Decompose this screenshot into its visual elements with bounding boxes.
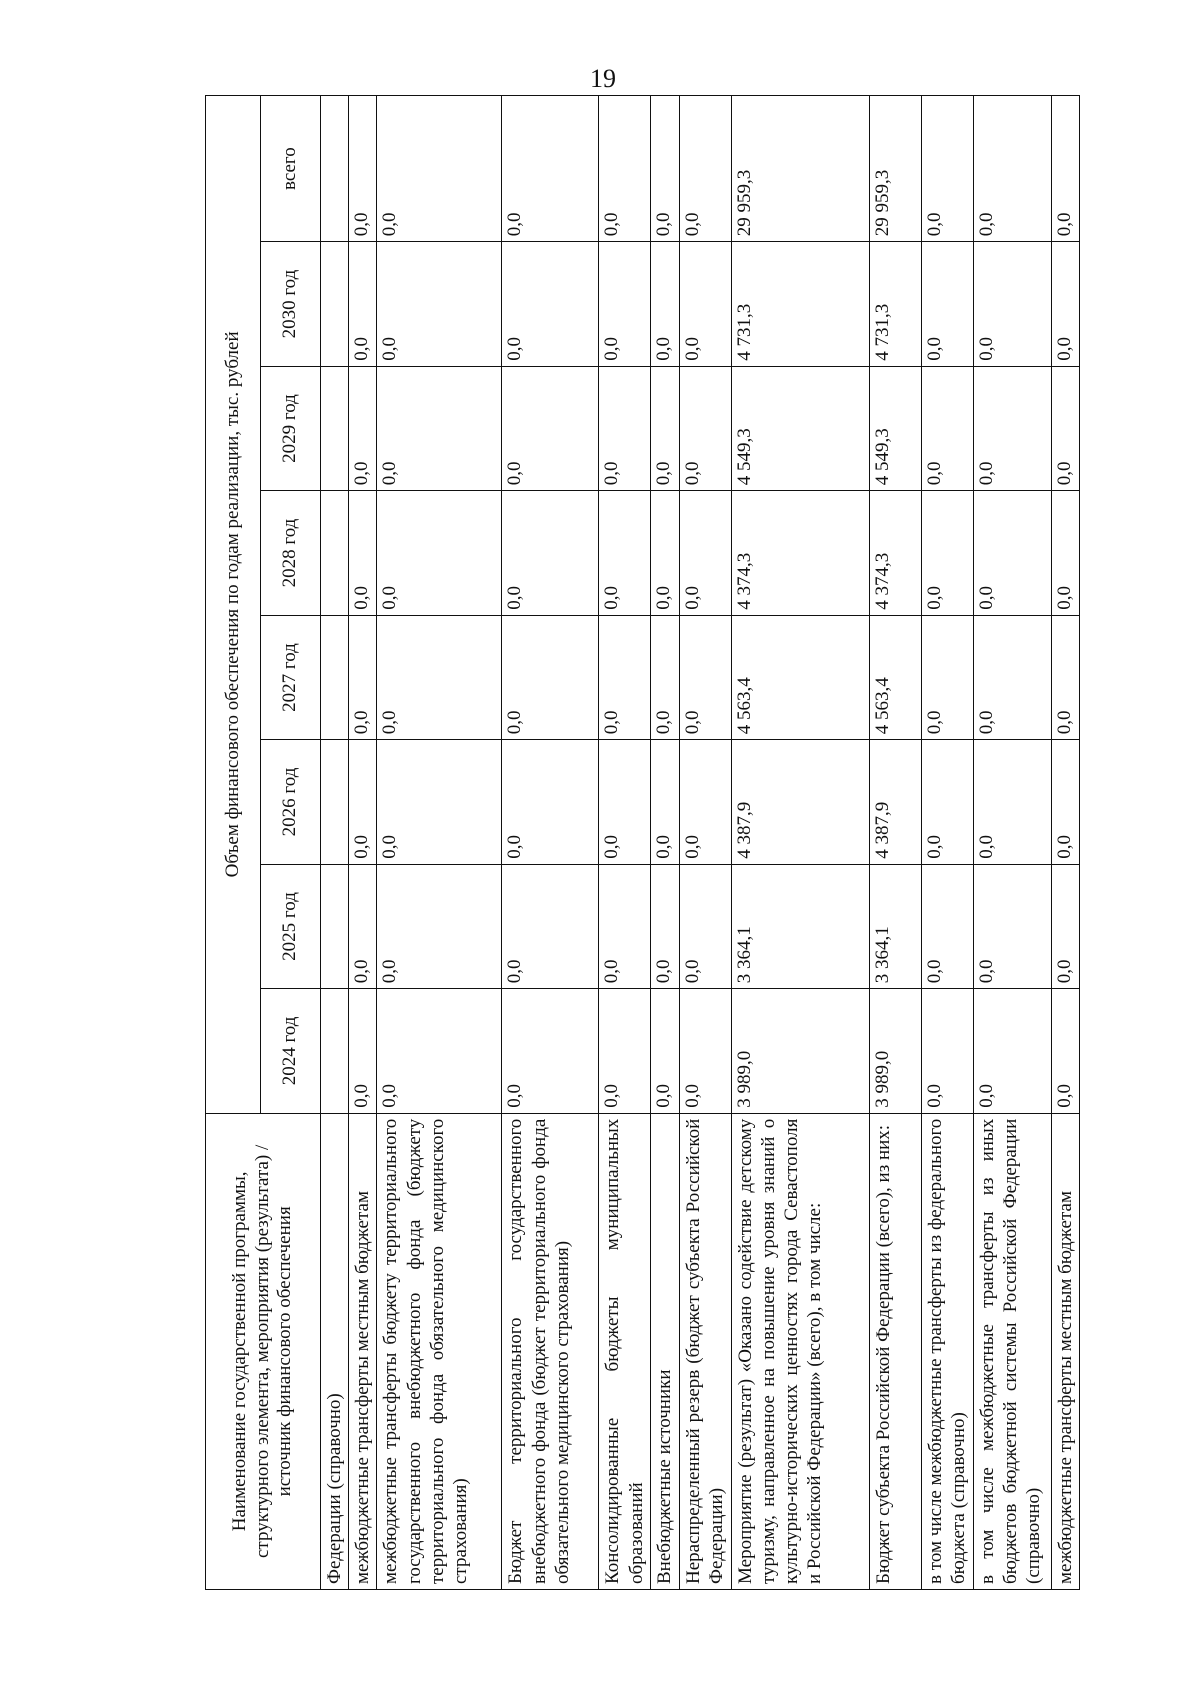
row-name-cell: межбюджетные трансферты местным бюджетам	[1051, 1113, 1079, 1589]
year-value-cell	[321, 989, 349, 1113]
year-value-cell: 3 989,0	[869, 989, 921, 1113]
year-value-cell: 0,0	[651, 740, 679, 864]
year-value-cell: 4 374,3	[731, 491, 869, 615]
table-row	[321, 96, 349, 1590]
row-name-cell: в том числе межбюджетные трансферты из федерального бюджета (справочно)	[921, 1113, 973, 1589]
year-value-cell: 0,0	[973, 615, 1051, 739]
row-name-cell: Внебюджетные источники	[651, 1113, 679, 1589]
year-value-cell: 0,0	[679, 864, 731, 988]
header-year: 2030 год	[261, 242, 321, 366]
year-value-cell: 0,0	[921, 864, 973, 988]
rotated-table-container	[205, 95, 1075, 1590]
total-value-cell: 0,0	[973, 96, 1051, 242]
year-value-cell: 0,0	[502, 491, 599, 615]
year-value-cell: 3 364,1	[869, 864, 921, 988]
year-value-cell: 0,0	[973, 989, 1051, 1113]
year-value-cell: 0,0	[1051, 740, 1079, 864]
total-value-cell	[321, 96, 349, 242]
row-name-cell: Нераспределенный резерв (бюджет субъекта Российской Федерации)	[679, 1113, 731, 1589]
year-value-cell: 0,0	[921, 989, 973, 1113]
year-value-cell: 4 387,9	[869, 740, 921, 864]
year-value-cell: 0,0	[502, 242, 599, 366]
year-value-cell: 0,0	[599, 989, 651, 1113]
year-value-cell: 0,0	[349, 615, 377, 739]
header-row-group	[206, 96, 261, 1590]
total-value-cell: 29 959,3	[731, 96, 869, 242]
year-value-cell: 4 549,3	[869, 366, 921, 490]
year-value-cell	[321, 491, 349, 615]
header-year: 2025 год	[261, 864, 321, 988]
year-value-cell: 0,0	[679, 615, 731, 739]
row-name-cell: Консолидированные бюджеты муниципальных образований	[599, 1113, 651, 1589]
year-value-cell: 0,0	[599, 242, 651, 366]
row-name-cell: Бюджет территориального государственного внебюджетного фонда (бюджет территориального фонда обязательного медицинского страхования)	[502, 1113, 599, 1589]
header-year: 2027 год	[261, 615, 321, 739]
table-body	[321, 96, 1080, 1590]
year-value-cell: 0,0	[502, 366, 599, 490]
year-value-cell: 0,0	[599, 740, 651, 864]
year-value-cell	[321, 740, 349, 864]
year-value-cell: 4 563,4	[869, 615, 921, 739]
year-value-cell	[321, 366, 349, 490]
year-value-cell: 0,0	[349, 989, 377, 1113]
year-value-cell	[321, 615, 349, 739]
table-row	[651, 96, 679, 1590]
year-value-cell: 0,0	[1051, 366, 1079, 490]
total-value-cell: 0,0	[921, 96, 973, 242]
year-value-cell: 0,0	[377, 864, 502, 988]
year-value-cell: 0,0	[921, 740, 973, 864]
total-value-cell: 0,0	[1051, 96, 1079, 242]
year-value-cell: 0,0	[1051, 989, 1079, 1113]
year-value-cell: 0,0	[973, 864, 1051, 988]
table-row	[349, 96, 377, 1590]
table-row	[679, 96, 731, 1590]
total-value-cell: 0,0	[502, 96, 599, 242]
total-value-cell: 0,0	[377, 96, 502, 242]
year-value-cell: 0,0	[973, 242, 1051, 366]
year-value-cell: 0,0	[679, 740, 731, 864]
year-value-cell: 0,0	[679, 366, 731, 490]
year-value-cell: 0,0	[1051, 491, 1079, 615]
page-number: 19	[590, 64, 616, 93]
year-value-cell: 0,0	[349, 242, 377, 366]
total-value-cell: 0,0	[651, 96, 679, 242]
year-value-cell: 0,0	[651, 491, 679, 615]
row-name-cell: Мероприятие (результат) «Оказано содействие детскому туризму, направленное на повышение уровня знаний о культурно-исторических ценностях города Севастополя и Российской Федерации» (всего), в том числе:	[731, 1113, 869, 1589]
year-value-cell: 0,0	[377, 242, 502, 366]
year-value-cell: 0,0	[651, 366, 679, 490]
year-value-cell: 0,0	[1051, 615, 1079, 739]
year-value-cell: 0,0	[679, 242, 731, 366]
year-value-cell: 0,0	[651, 242, 679, 366]
year-value-cell: 0,0	[349, 366, 377, 490]
year-value-cell: 0,0	[1051, 864, 1079, 988]
year-value-cell: 0,0	[921, 491, 973, 615]
header-year: 2026 год	[261, 740, 321, 864]
year-value-cell: 4 549,3	[731, 366, 869, 490]
year-value-cell	[321, 242, 349, 366]
year-value-cell	[321, 864, 349, 988]
year-value-cell: 0,0	[349, 740, 377, 864]
header-total: всего	[261, 96, 321, 242]
total-value-cell: 0,0	[599, 96, 651, 242]
year-value-cell: 4 731,3	[869, 242, 921, 366]
table-row	[921, 96, 973, 1590]
total-value-cell: 0,0	[349, 96, 377, 242]
year-value-cell: 0,0	[651, 989, 679, 1113]
year-value-cell: 4 563,4	[731, 615, 869, 739]
table-row	[599, 96, 651, 1590]
year-value-cell: 0,0	[973, 740, 1051, 864]
header-name-column: Наименование государственной программы, структурного элемента, мероприятия (результата) / источник финансового обеспечения	[206, 1113, 321, 1589]
year-value-cell: 4 387,9	[731, 740, 869, 864]
year-value-cell: 0,0	[651, 615, 679, 739]
row-name-cell: в том числе межбюджетные трансферты из иных бюджетов бюджетной системы Российской Федерации (справочно)	[973, 1113, 1051, 1589]
year-value-cell: 0,0	[502, 864, 599, 988]
year-value-cell: 0,0	[377, 491, 502, 615]
year-value-cell: 0,0	[349, 864, 377, 988]
year-value-cell: 0,0	[599, 864, 651, 988]
year-value-cell: 0,0	[921, 242, 973, 366]
row-name-cell: межбюджетные трансферты бюджету территориального государственного внебюджетного фонда (бюджету территориального фонда обязательного медицинского страхования)	[377, 1113, 502, 1589]
year-value-cell: 0,0	[973, 366, 1051, 490]
table-row	[731, 96, 869, 1590]
year-value-cell: 3 989,0	[731, 989, 869, 1113]
year-value-cell: 0,0	[599, 615, 651, 739]
year-value-cell: 0,0	[502, 615, 599, 739]
year-value-cell: 0,0	[651, 864, 679, 988]
row-name-cell: Бюджет субъекта Российской Федерации (всего), из них:	[869, 1113, 921, 1589]
year-value-cell: 0,0	[921, 366, 973, 490]
table-row	[1051, 96, 1079, 1590]
financing-table	[205, 95, 1080, 1590]
total-value-cell: 0,0	[679, 96, 731, 242]
year-value-cell: 0,0	[679, 491, 731, 615]
row-name-cell: межбюджетные трансферты местным бюджетам	[349, 1113, 377, 1589]
year-value-cell: 0,0	[502, 740, 599, 864]
table-row	[502, 96, 599, 1590]
header-year: 2028 год	[261, 491, 321, 615]
header-year: 2029 год	[261, 366, 321, 490]
year-value-cell: 4 374,3	[869, 491, 921, 615]
year-value-cell: 0,0	[377, 989, 502, 1113]
total-value-cell: 29 959,3	[869, 96, 921, 242]
table-row	[973, 96, 1051, 1590]
header-year: 2024 год	[261, 989, 321, 1113]
year-value-cell: 0,0	[921, 615, 973, 739]
year-value-cell: 0,0	[377, 366, 502, 490]
year-value-cell: 0,0	[679, 989, 731, 1113]
year-value-cell: 4 731,3	[731, 242, 869, 366]
year-value-cell: 0,0	[349, 491, 377, 615]
table-row	[869, 96, 921, 1590]
year-value-cell: 0,0	[1051, 242, 1079, 366]
year-value-cell: 0,0	[377, 615, 502, 739]
header-volume-group: Объем финансового обеспечения по годам реализации, тыс. рублей	[206, 96, 261, 1114]
year-value-cell: 0,0	[502, 989, 599, 1113]
year-value-cell: 0,0	[599, 366, 651, 490]
year-value-cell: 0,0	[973, 491, 1051, 615]
table-row	[377, 96, 502, 1590]
year-value-cell: 3 364,1	[731, 864, 869, 988]
row-name-cell: Федерации (справочно)	[321, 1113, 349, 1589]
year-value-cell: 0,0	[377, 740, 502, 864]
year-value-cell: 0,0	[599, 491, 651, 615]
